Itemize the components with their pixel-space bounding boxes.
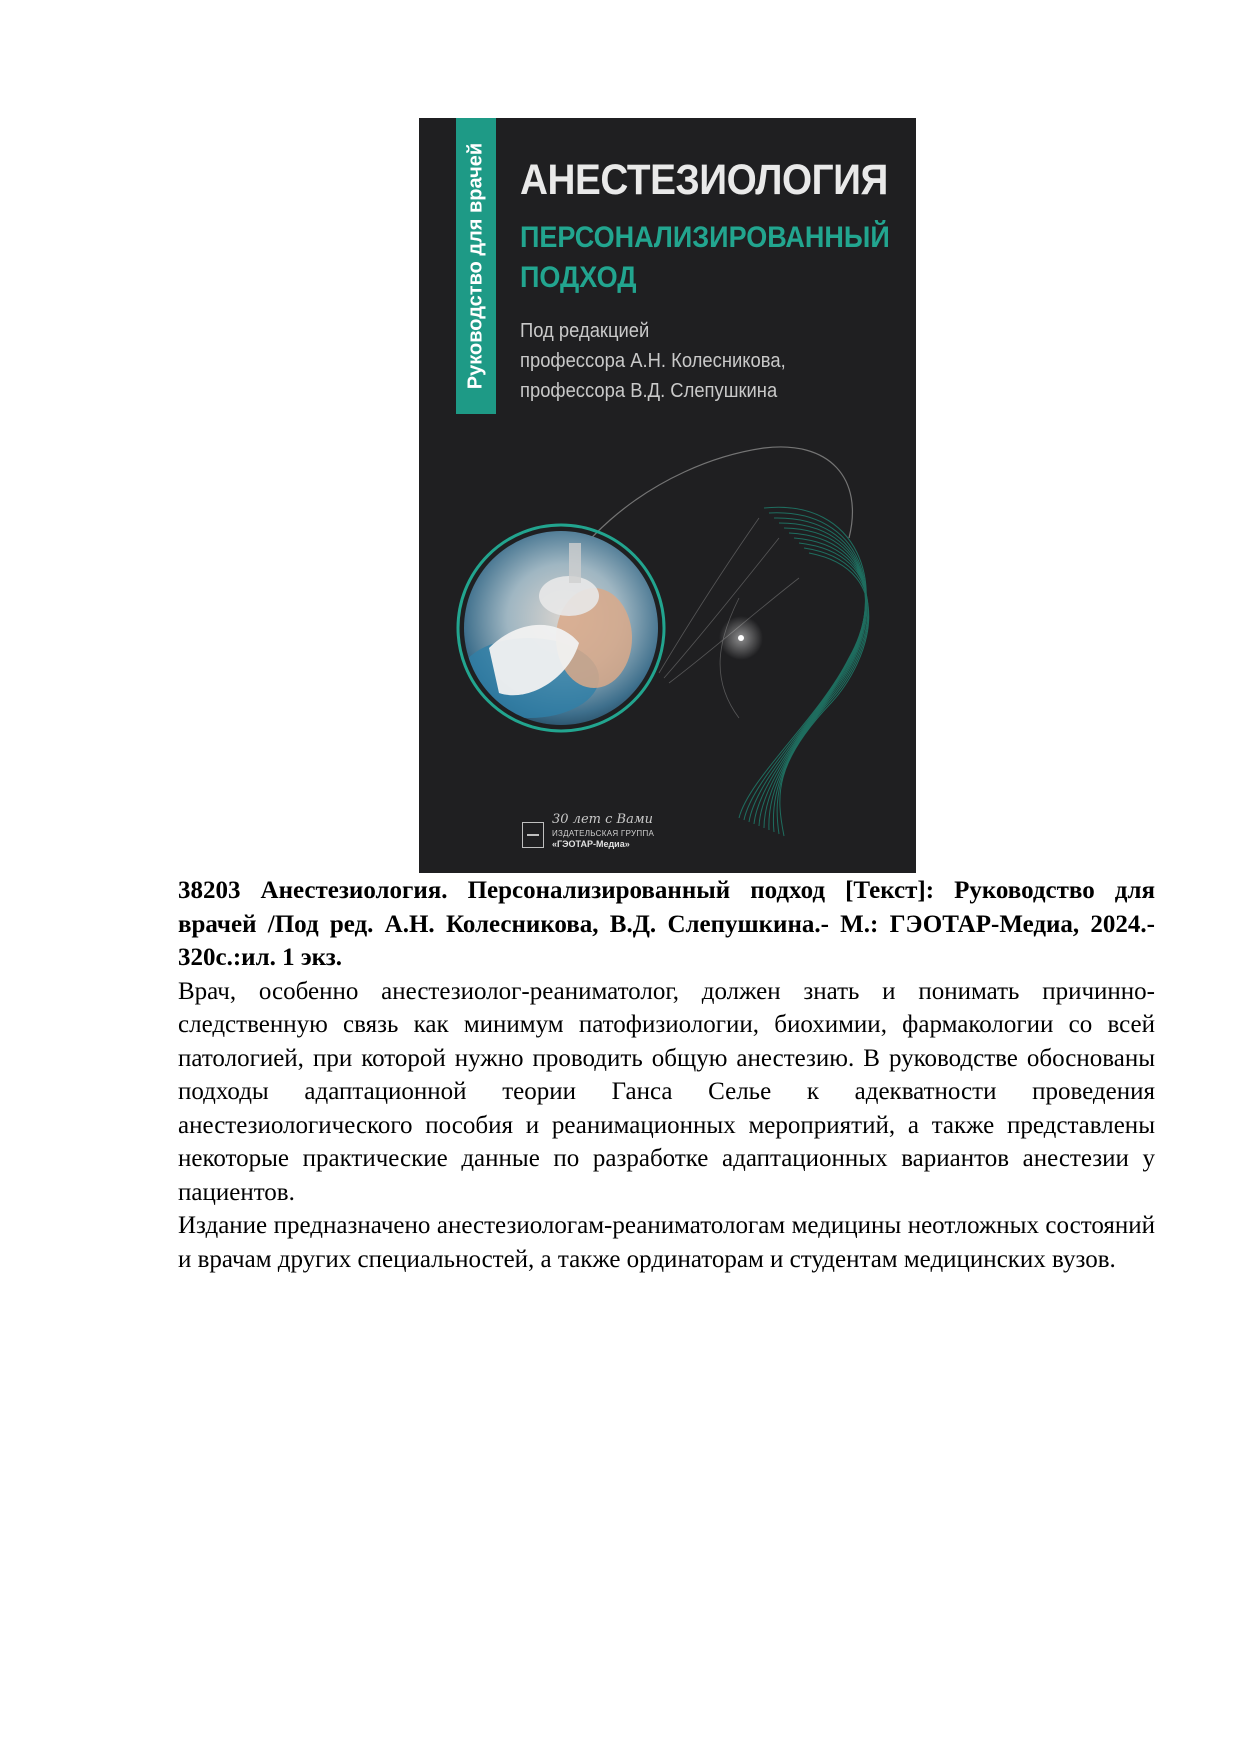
publisher-emblem-icon	[522, 822, 544, 848]
editors-line1: Под редакцией	[520, 320, 650, 342]
record-text	[178, 874, 1155, 1276]
ribbon-strands	[739, 507, 869, 836]
publisher-logo	[522, 812, 662, 852]
book-audience: Издание предназначено анестезиологам-реаниматологам медицины неотложных состояний и врачам других специальностей, а также ординаторам и студентам медицинских вузов.	[178, 1212, 1155, 1273]
series-label: Руководство для врачей	[464, 142, 487, 390]
editors-line3: профессора В.Д. Слепушкина	[520, 380, 778, 402]
cover-title: АНЕСТЕЗИОЛОГИЯ	[520, 156, 888, 204]
cover-subtitle-line2: ПОДХОД	[520, 261, 637, 294]
publisher-group: ИЗДАТЕЛЬСКАЯ ГРУППА	[552, 829, 655, 838]
cover-subtitle-line1: ПЕРСОНАЛИЗИРОВАННЫЙ	[520, 221, 890, 254]
publisher-name: «ГЭОТАР-Медиа»	[552, 839, 630, 849]
book-cover	[419, 118, 916, 873]
book-description: Врач, особенно анестезиолог-реаниматолог, должен знать и понимать причинно-следственную связь как минимум патофизиологии, биохимии, фармакологии со всей патологией, при которой нужно проводить общую анестезию. В руководстве обоснованы подходы адаптационной теории Ганса Селье к адекватности проведения анестезиологического пособия и реанимационных мероприятий, а также представлены некоторые практические данные по разработке адаптационных вариантов анестезии у пациентов.	[178, 977, 1155, 1206]
bibliographic-citation: 38203 Анестезиология. Персонализированный подход [Текст]: Руководство для врачей /Под ред. А.Н. Колесникова, В.Д. Слепушкина.- М.: ГЭОТАР-Медиа, 2024.- 320с.:ил. 1 экз.	[178, 877, 1155, 971]
publisher-anniversary: 30 лет с Вами	[552, 812, 653, 827]
cover-editors	[520, 316, 786, 406]
cover-subtitle	[520, 218, 890, 298]
editors-line2: профессора А.Н. Колесникова,	[520, 350, 786, 372]
